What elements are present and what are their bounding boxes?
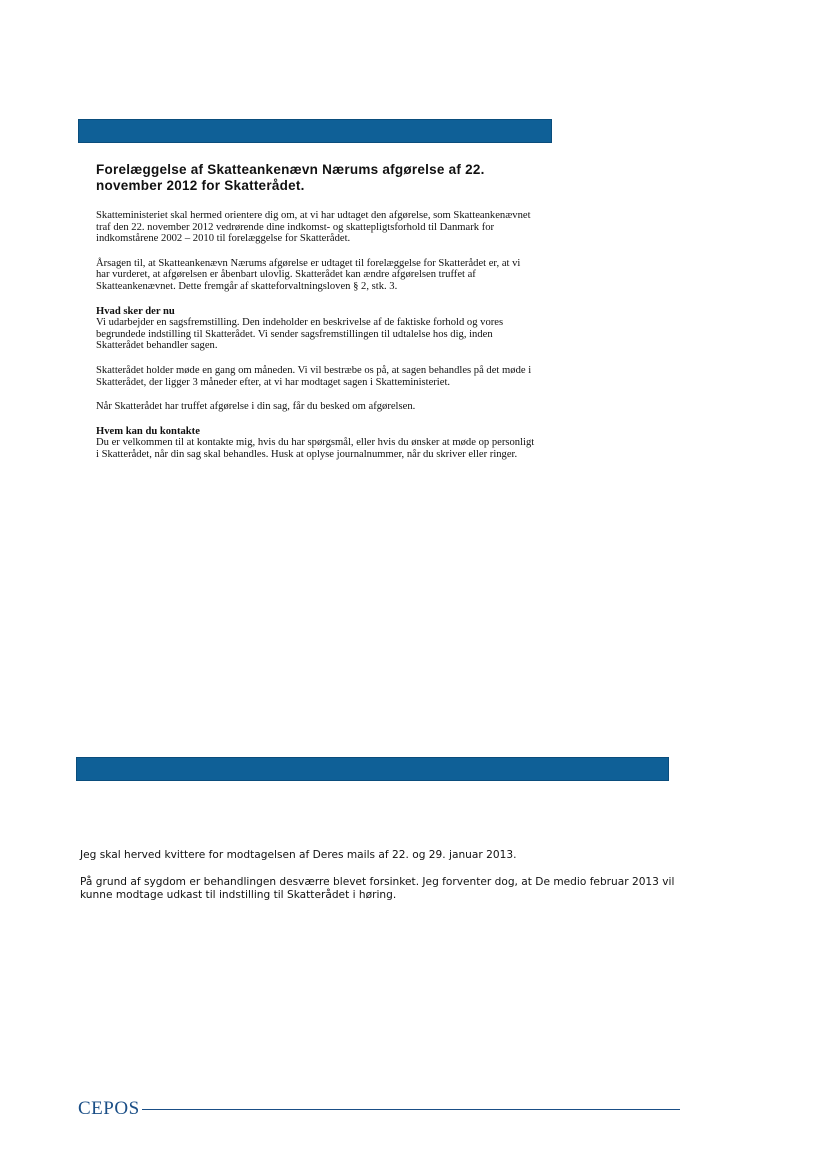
letter-paragraph-4: Skatterådet holder møde en gang om måneden. Vi vil bestræbe os på, at sagen behandles på det møde i Skatterådet, der ligger 3 måneder efter, at vi har modtaget sagen i Skatteministeriet. — [96, 364, 532, 388]
cepos-logo: CEPOS — [78, 1098, 140, 1119]
letter-heading-what-happens: Hvad sker der nu — [96, 305, 175, 317]
letter-excerpt — [96, 162, 536, 474]
letter-paragraph-5: Når Skatterådet har truffet afgørelse i din sag, får du besked om afgørelsen. — [96, 401, 416, 413]
letter-heading-contact: Hvem kan du kontakte — [96, 425, 200, 437]
reply-header-band — [76, 757, 669, 781]
reply-paragraph-1: Jeg skal herved kvittere for modtagelsen af Deres mails af 22. og 29. januar 2013. — [80, 849, 517, 861]
letter-paragraph-1: Skatteministeriet skal hermed orientere dig om, at vi har udtaget den afgørelse, som Skatteankenævnet traf den 22. november 2012 vedrørende dine indkomst- og skattepligtsforhold til Danmark for indkomstårene 2002 – 2010 til forelæggelse for Skatterådet. — [96, 210, 531, 245]
letter-title: Forelæggelse af Skatteankenævn Nærums afgørelse af 22. november 2012 for Skatterådet. — [96, 162, 485, 193]
footer-rule — [142, 1109, 680, 1110]
reply-excerpt — [80, 849, 680, 916]
letter-paragraph-6: Du er velkommen til at kontakte mig, hvis du har spørgsmål, eller hvis du ønsker at møde op personligt i Skatterådet, når din sag skal behandles. Husk at oplyse journalnummer, når du skriver eller ringer. — [96, 437, 535, 460]
letter-header-band — [78, 119, 552, 143]
reply-paragraph-2: På grund af sygdom er behandlingen desværre blevet forsinket. Jeg forventer dog, at De medio februar 2013 vil kunne modtage udkast til indstilling til Skatterådet i høring. — [80, 876, 675, 901]
letter-paragraph-2: Årsagen til, at Skatteankenævn Nærums afgørelse er udtaget til forelæggelse for Skatterådet er, at vi har vurderet, at afgørelsen er åbenbart ulovlig. Skatterådet kan ændre afgørelsen truffet af Skatteankenævnet. Dette fremgår af skatteforvaltningsloven § 2, stk. 3. — [96, 257, 521, 292]
page-footer — [78, 1096, 680, 1122]
letter-paragraph-3: Vi udarbejder en sagsfremstilling. Den indeholder en beskrivelse af de faktiske forhold og vores begrundede indstilling til Skatterådet. Vi sender sagsfremstillingen til udtalelse hos dig, inden Skatterådet behandler sagen. — [96, 317, 504, 352]
